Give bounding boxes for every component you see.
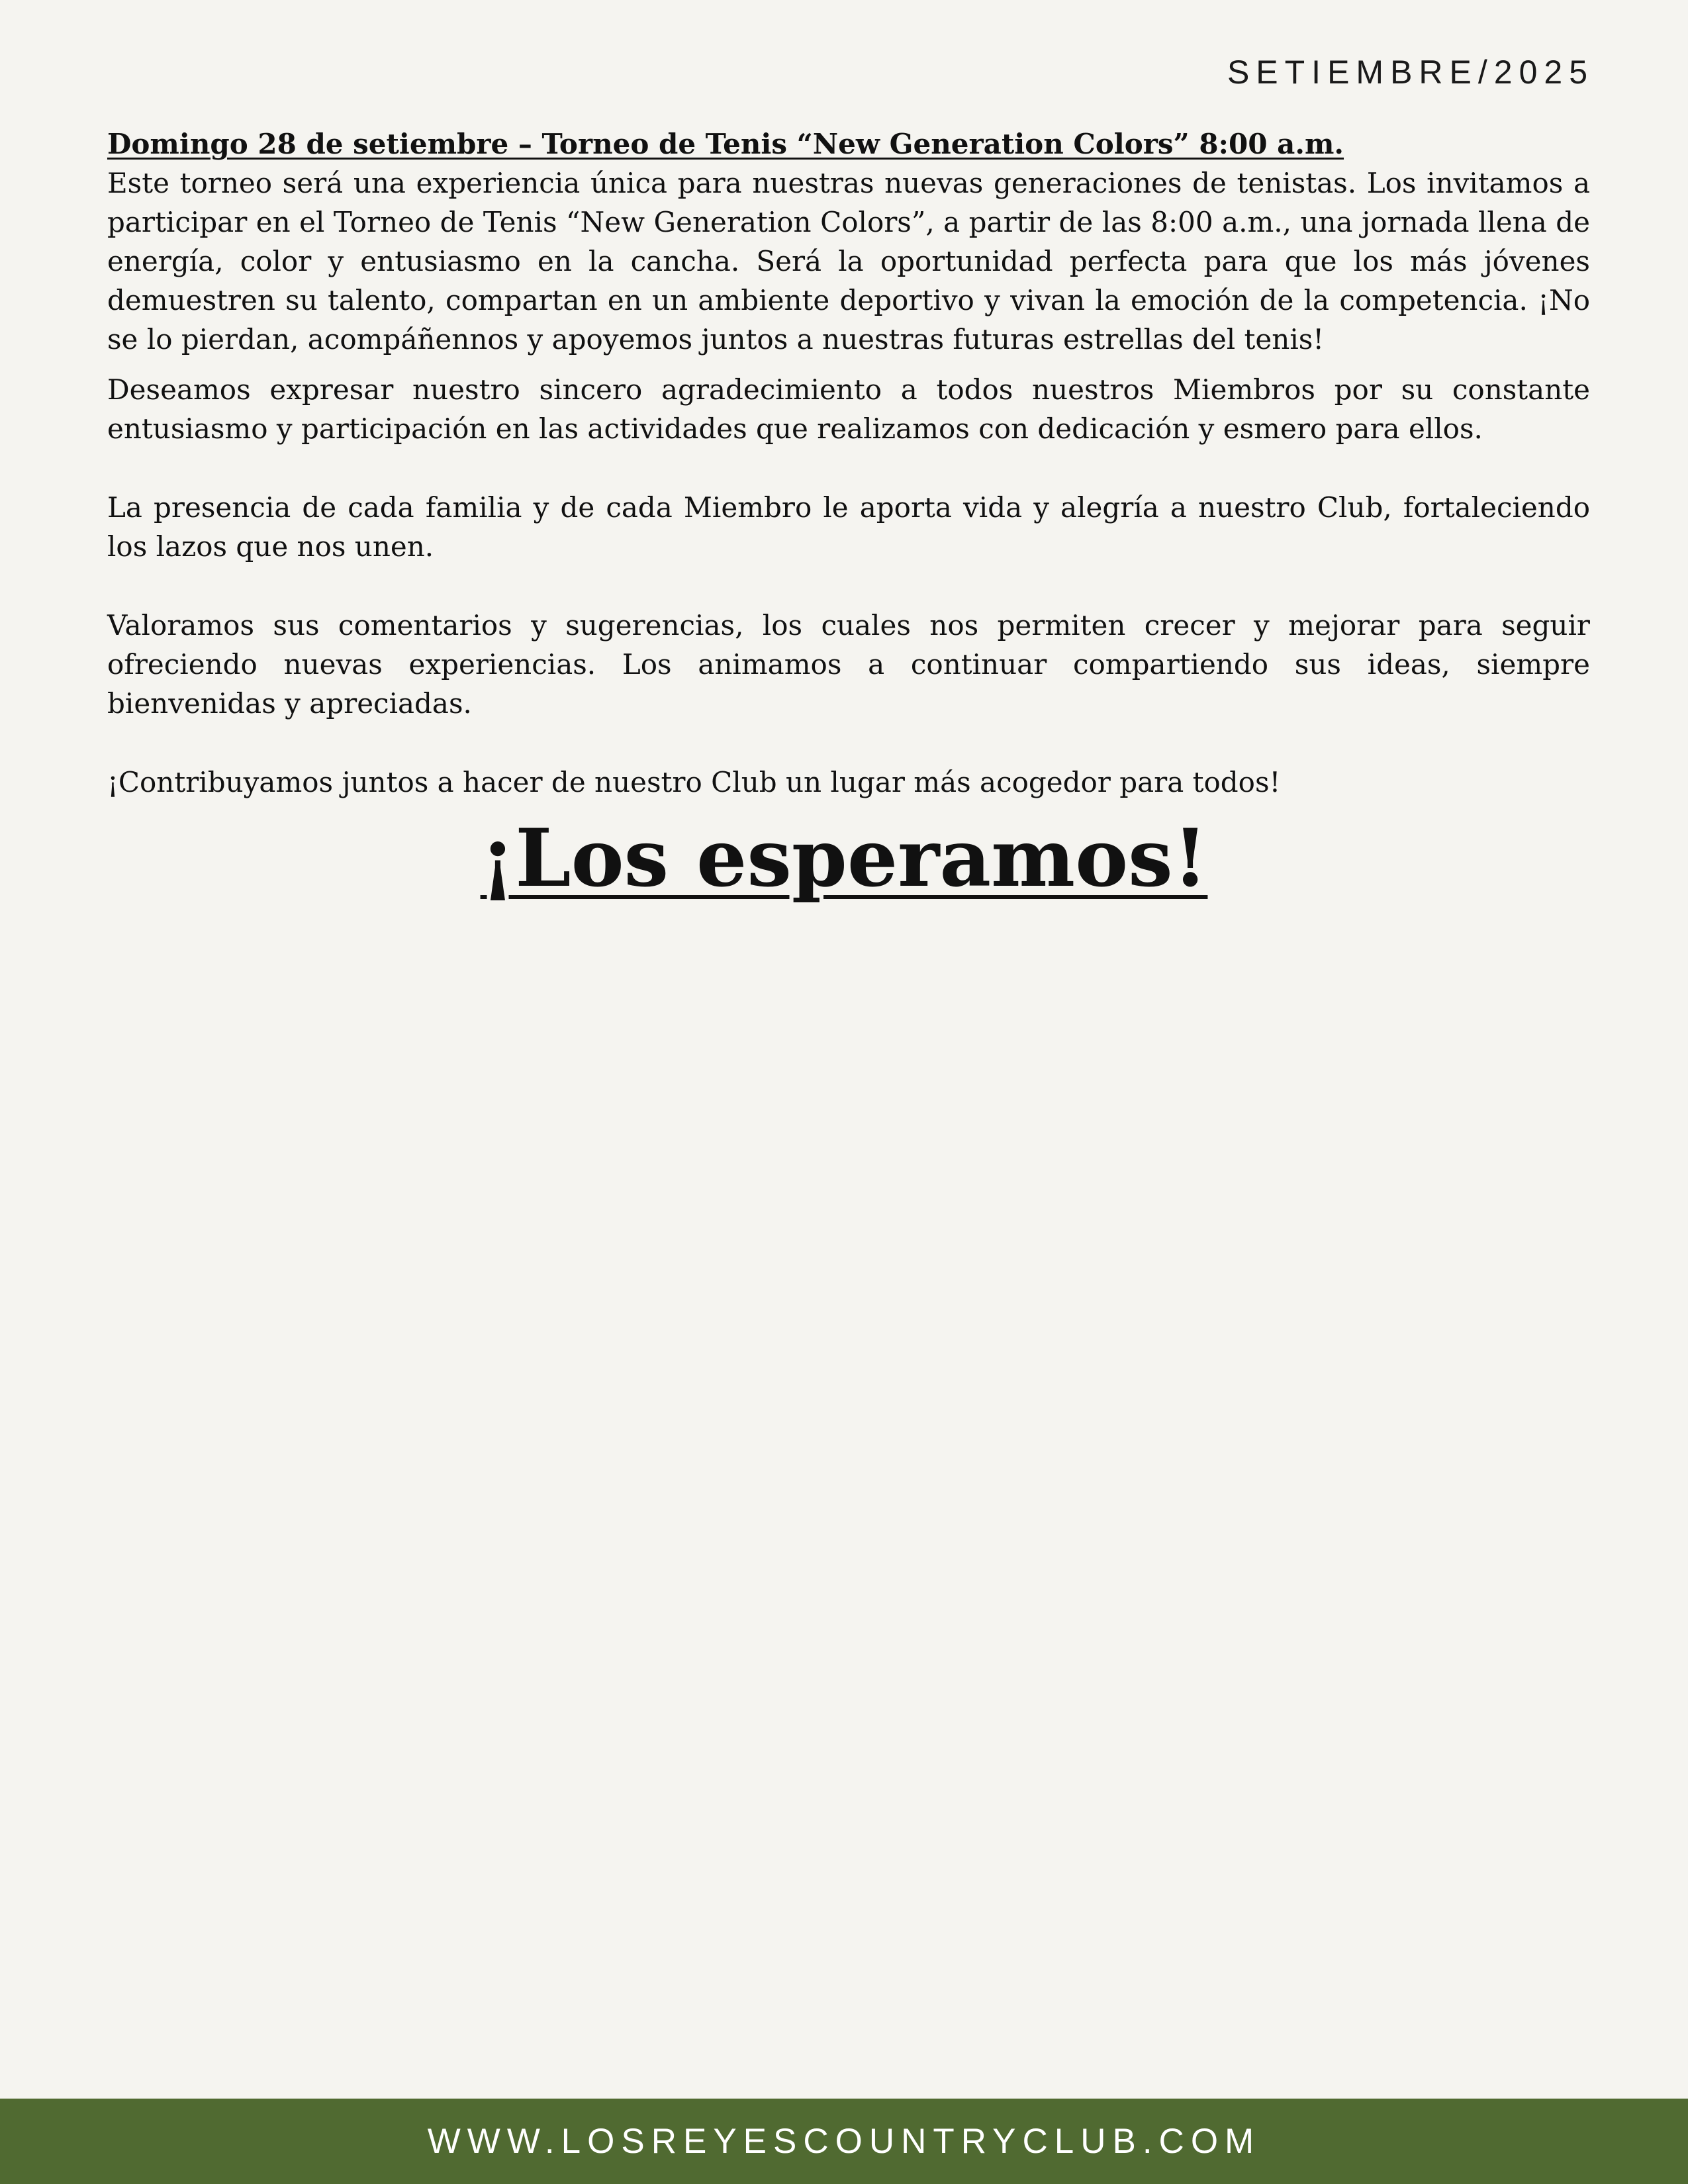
- event-title: Domingo 28 de setiembre – Torneo de Tenis “New Generation Colors” 8:00 a.m.: [107, 128, 1344, 160]
- closing-headline: ¡Los esperamos!: [480, 812, 1208, 905]
- contribute-paragraph: ¡Contribuyamos juntos a hacer de nuestro Club un lugar más acogedor para todos!: [107, 766, 1281, 798]
- website-link[interactable]: WWW.LOSREYESCOUNTRYCLUB.COM: [427, 2122, 1261, 2161]
- newsletter-body: [107, 124, 1590, 802]
- feedback-paragraph: Valoramos sus comentarios y sugerencias, los cuales nos permiten crecer y mejorar para seguir ofreciendo nuevas experiencias. Los animamos a continuar compartiendo sus ideas, siempre bienvenidas y apreciadas.: [107, 609, 1590, 720]
- footer-bar: [0, 2099, 1688, 2184]
- event-description: Este torneo será una experiencia única para nuestras nuevas generaciones de tenistas. Los invitamos a participar en el Torneo de Tenis “New Generation Colors”, a partir de las 8:00 a.m., una jornada llena de energía, color y entusiasmo en la cancha. Será la oportunidad perfecta para que los más jóvenes demuestren su talento, compartan en un ambiente deportivo y vivan la emoción de la competencia. ¡No se lo pierdan, acompáñennos y apoyemos juntos a nuestras futuras estrellas del tenis!: [107, 167, 1590, 356]
- thanks-paragraph: Deseamos expresar nuestro sincero agradecimiento a todos nuestros Miembros por su constante entusiasmo y participación en las actividades que realizamos con dedicación y esmero para ellos.: [107, 373, 1590, 445]
- families-paragraph: La presencia de cada familia y de cada Miembro le aporta vida y alegría a nuestro Club, fortaleciendo los lazos que nos unen.: [107, 491, 1590, 563]
- newsletter-date: SETIEMBRE/2025: [1227, 54, 1594, 91]
